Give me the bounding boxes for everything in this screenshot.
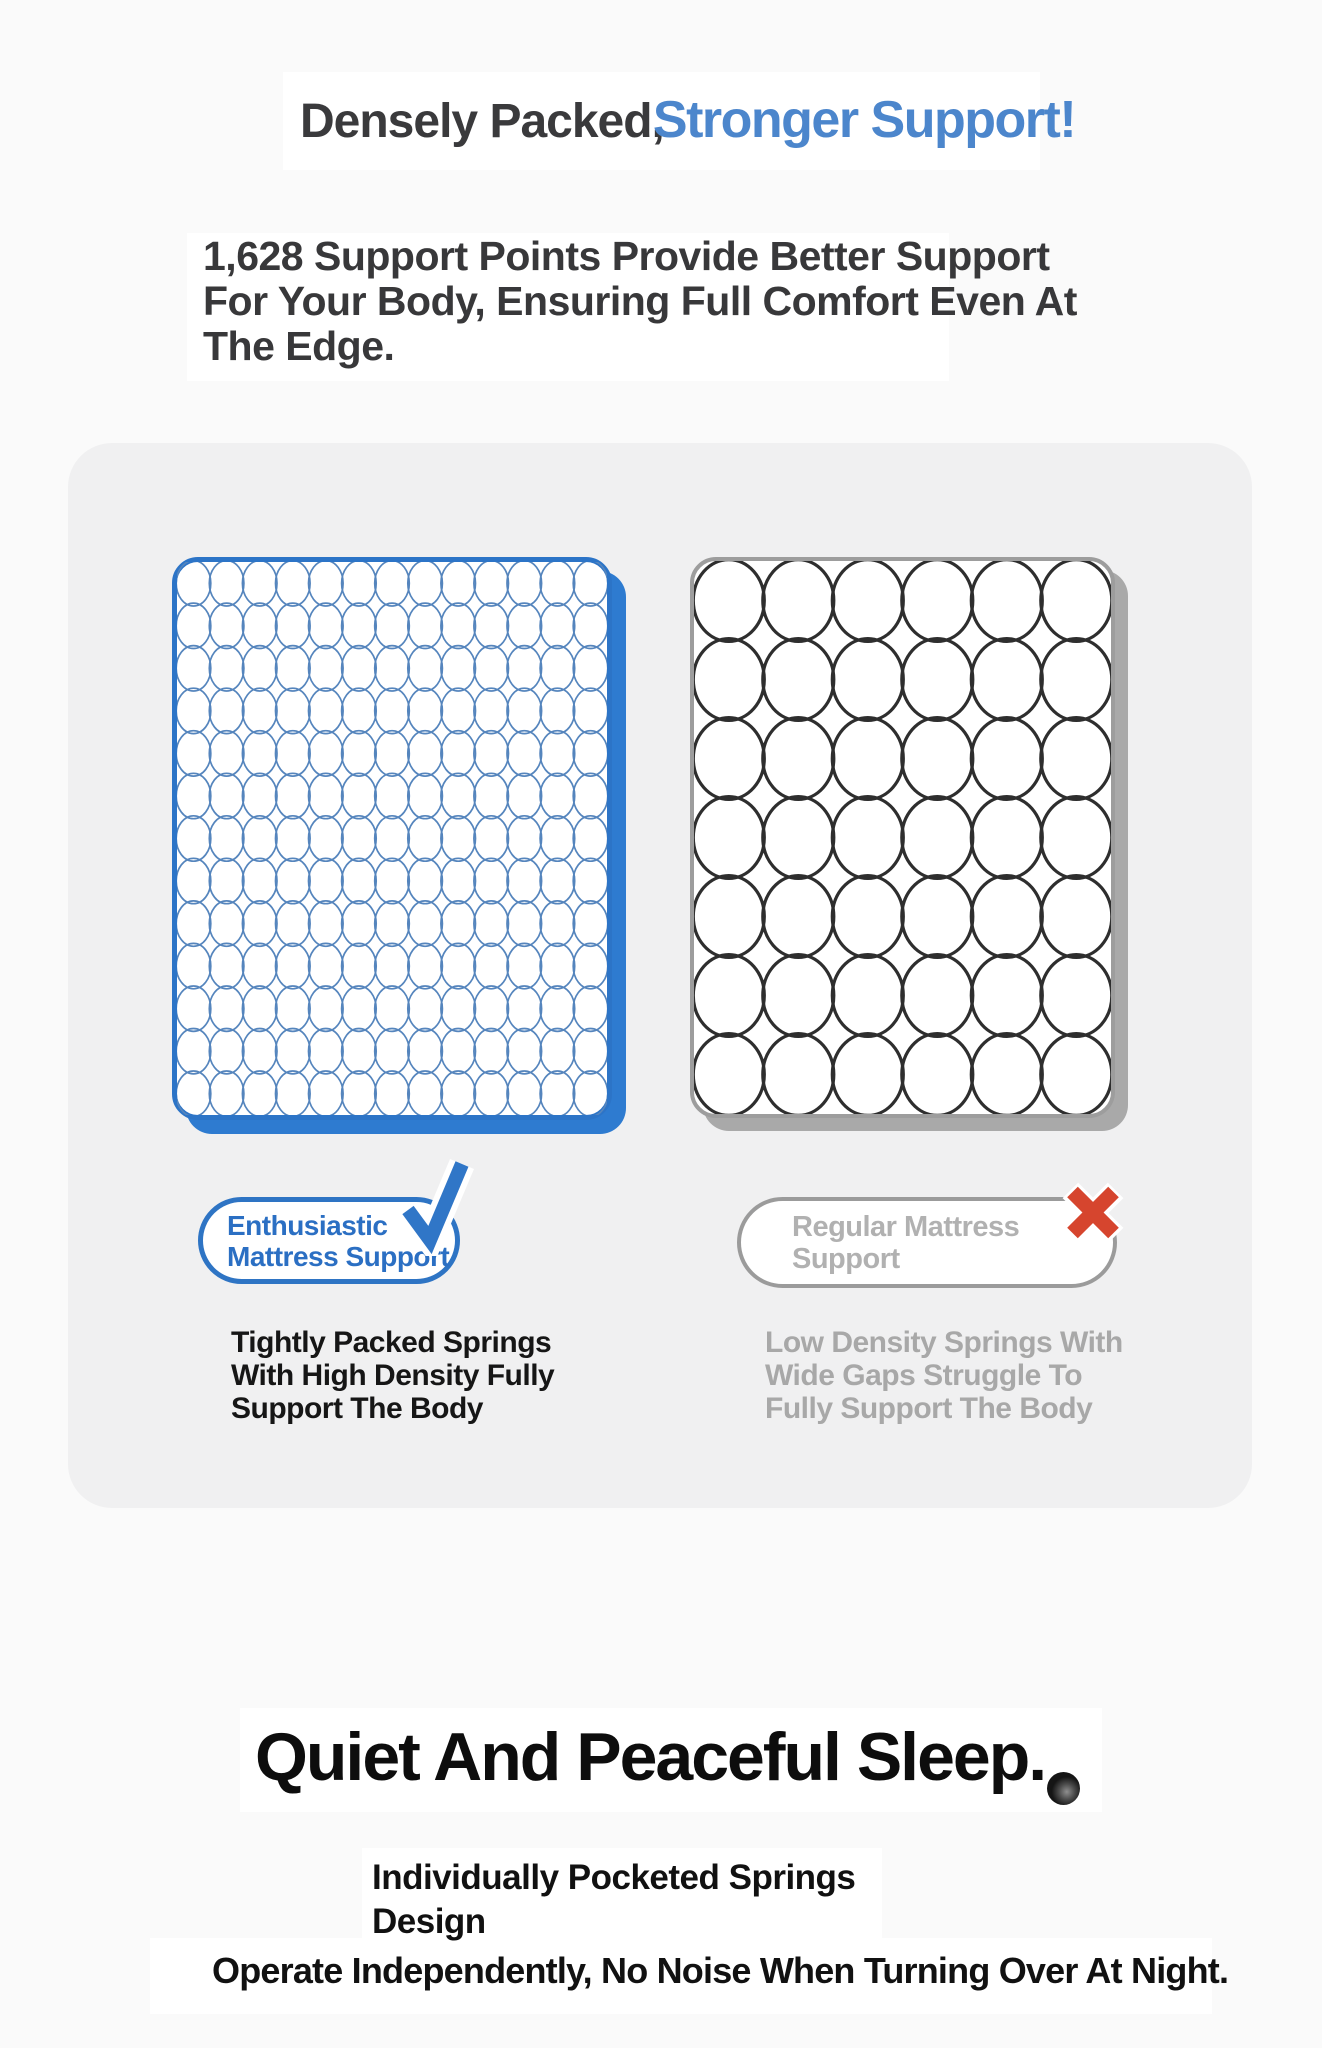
label-line: Enthusiastic [227, 1209, 388, 1241]
label-line: Mattress Support [227, 1240, 450, 1272]
pocketed-springs-text [372, 1856, 855, 1944]
quiet-title-row [255, 1719, 1080, 1795]
dense-springs-grid [177, 562, 607, 1115]
cross-icon [1064, 1184, 1122, 1242]
sparse-springs-grid [694, 561, 1111, 1114]
subtitle-line: The Edge. [203, 323, 395, 369]
label-line: Support [792, 1242, 900, 1275]
quiet-title: Quiet And Peaceful Sleep. [255, 1719, 1046, 1795]
desc-line: Tightly Packed Springs [231, 1326, 552, 1359]
subtitle-line: For Your Body, Ensuring Full Comfort Even At [203, 278, 1077, 324]
sub1-line: Design [372, 1902, 486, 1941]
dense-springs-illustration [172, 557, 612, 1120]
sparse-springs-illustration [690, 557, 1115, 1118]
subtitle-line: 1,628 Support Points Provide Better Support [203, 233, 1050, 279]
desc-line: Wide Gaps Struggle To [765, 1359, 1083, 1392]
desc-line: Support The Body [231, 1392, 483, 1425]
dense-springs-description [231, 1326, 554, 1425]
page-title-blue: Stronger Support! [652, 91, 1076, 149]
regular-support-label [737, 1197, 1117, 1288]
subtitle [203, 234, 1077, 369]
desc-line: With High Density Fully [231, 1359, 555, 1392]
label-line: Regular Mattress [792, 1210, 1020, 1243]
check-icon [394, 1156, 474, 1256]
sparse-springs-description [765, 1326, 1123, 1425]
page-title-black: Densely Packed, [300, 95, 664, 148]
desc-line: Low Density Springs With [765, 1326, 1123, 1359]
no-noise-text: Operate Independently, No Noise When Turning Over At Night. [212, 1950, 1229, 1991]
sub1-line: Individually Pocketed Springs [372, 1858, 856, 1897]
desc-line: Fully Support The Body [765, 1392, 1093, 1425]
regular-support-label-text [741, 1211, 1019, 1275]
page-title [300, 90, 1075, 150]
